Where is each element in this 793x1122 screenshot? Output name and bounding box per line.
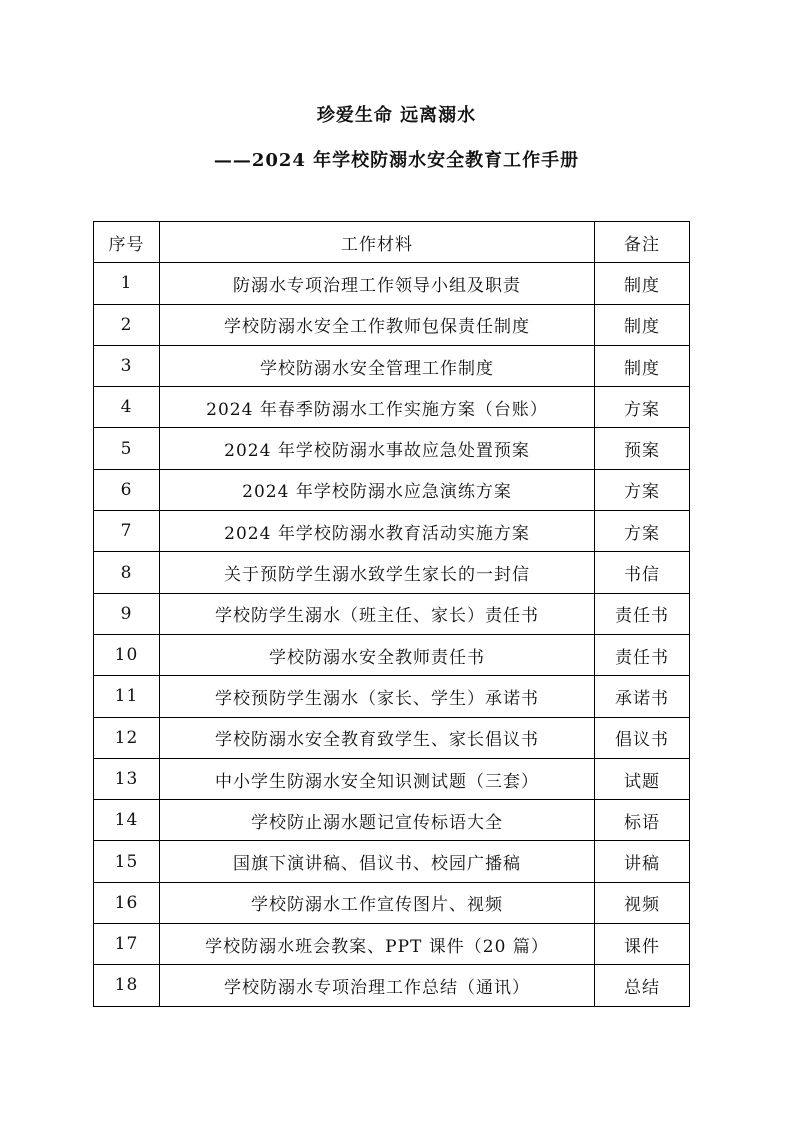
cell-no: 6 [94,469,160,510]
table-row [94,387,690,428]
cell-material: 国旗下演讲稿、倡议书、校园广播稿 [160,841,595,882]
cell-material: 学校防溺水安全教育致学生、家长倡议书 [160,717,595,758]
cell-no: 3 [94,345,160,386]
cell-material: 2024 年学校防溺水教育活动实施方案 [160,511,595,552]
document-subtitle: ——2024 年学校防溺水安全教育工作手册 [213,150,580,171]
cell-material: 学校防溺水专项治理工作总结（通讯） [160,965,595,1006]
cell-note: 课件 [595,924,690,965]
cell-note: 方案 [595,511,690,552]
cell-no: 4 [94,387,160,428]
header-no: 序号 [94,222,160,263]
table-body [94,263,690,1006]
cell-no: 1 [94,263,160,304]
header-material: 工作材料 [160,222,595,263]
cell-no: 11 [94,676,160,717]
cell-material: 学校防溺水安全管理工作制度 [160,345,595,386]
cell-no: 18 [94,965,160,1006]
table-row [94,304,690,345]
cell-material: 学校防溺水工作宣传图片、视频 [160,882,595,923]
cell-note: 预案 [595,428,690,469]
cell-no: 17 [94,924,160,965]
table-row [94,882,690,923]
cell-note: 书信 [595,552,690,593]
cell-no: 10 [94,634,160,675]
cell-material: 学校防止溺水题记宣传标语大全 [160,800,595,841]
cell-note: 方案 [595,469,690,510]
table-row [94,676,690,717]
table-row [94,717,690,758]
table-header-row [94,222,690,263]
cell-no: 7 [94,511,160,552]
cell-material: 2024 年春季防溺水工作实施方案（台账） [160,387,595,428]
cell-note: 制度 [595,345,690,386]
cell-no: 16 [94,882,160,923]
table-row [94,511,690,552]
cell-note: 标语 [595,800,690,841]
cell-no: 8 [94,552,160,593]
cell-material: 防溺水专项治理工作领导小组及职责 [160,263,595,304]
cell-note: 视频 [595,882,690,923]
table-row [94,800,690,841]
document-title: 珍爱生命 远离溺水 [316,105,477,126]
cell-material: 学校防溺水班会教案、PPT 课件（20 篇） [160,924,595,965]
table-row [94,345,690,386]
cell-material: 2024 年学校防溺水应急演练方案 [160,469,595,510]
cell-no: 5 [94,428,160,469]
cell-material: 学校防学生溺水（班主任、家长）责任书 [160,593,595,634]
table-row [94,634,690,675]
cell-note: 方案 [595,387,690,428]
cell-material: 中小学生防溺水安全知识测试题（三套） [160,758,595,799]
cell-note: 倡议书 [595,717,690,758]
cell-no: 9 [94,593,160,634]
table-row [94,841,690,882]
cell-no: 15 [94,841,160,882]
table-row [94,552,690,593]
cell-note: 责任书 [595,593,690,634]
document-title-block [0,100,793,174]
cell-no: 14 [94,800,160,841]
cell-material: 学校预防学生溺水（家长、学生）承诺书 [160,676,595,717]
cell-no: 12 [94,717,160,758]
cell-material: 学校防溺水安全工作教师包保责任制度 [160,304,595,345]
cell-no: 13 [94,758,160,799]
cell-note: 试题 [595,758,690,799]
materials-table [93,221,690,1007]
cell-material: 关于预防学生溺水致学生家长的一封信 [160,552,595,593]
table-row [94,965,690,1006]
cell-note: 责任书 [595,634,690,675]
header-note: 备注 [595,222,690,263]
cell-note: 讲稿 [595,841,690,882]
cell-note: 制度 [595,304,690,345]
table-row [94,263,690,304]
table-row [94,758,690,799]
cell-material: 学校防溺水安全教师责任书 [160,634,595,675]
cell-no: 2 [94,304,160,345]
cell-note: 承诺书 [595,676,690,717]
table-row [94,469,690,510]
cell-material: 2024 年学校防溺水事故应急处置预案 [160,428,595,469]
table-row [94,428,690,469]
table-row [94,593,690,634]
table-row [94,924,690,965]
cell-note: 总结 [595,965,690,1006]
cell-note: 制度 [595,263,690,304]
